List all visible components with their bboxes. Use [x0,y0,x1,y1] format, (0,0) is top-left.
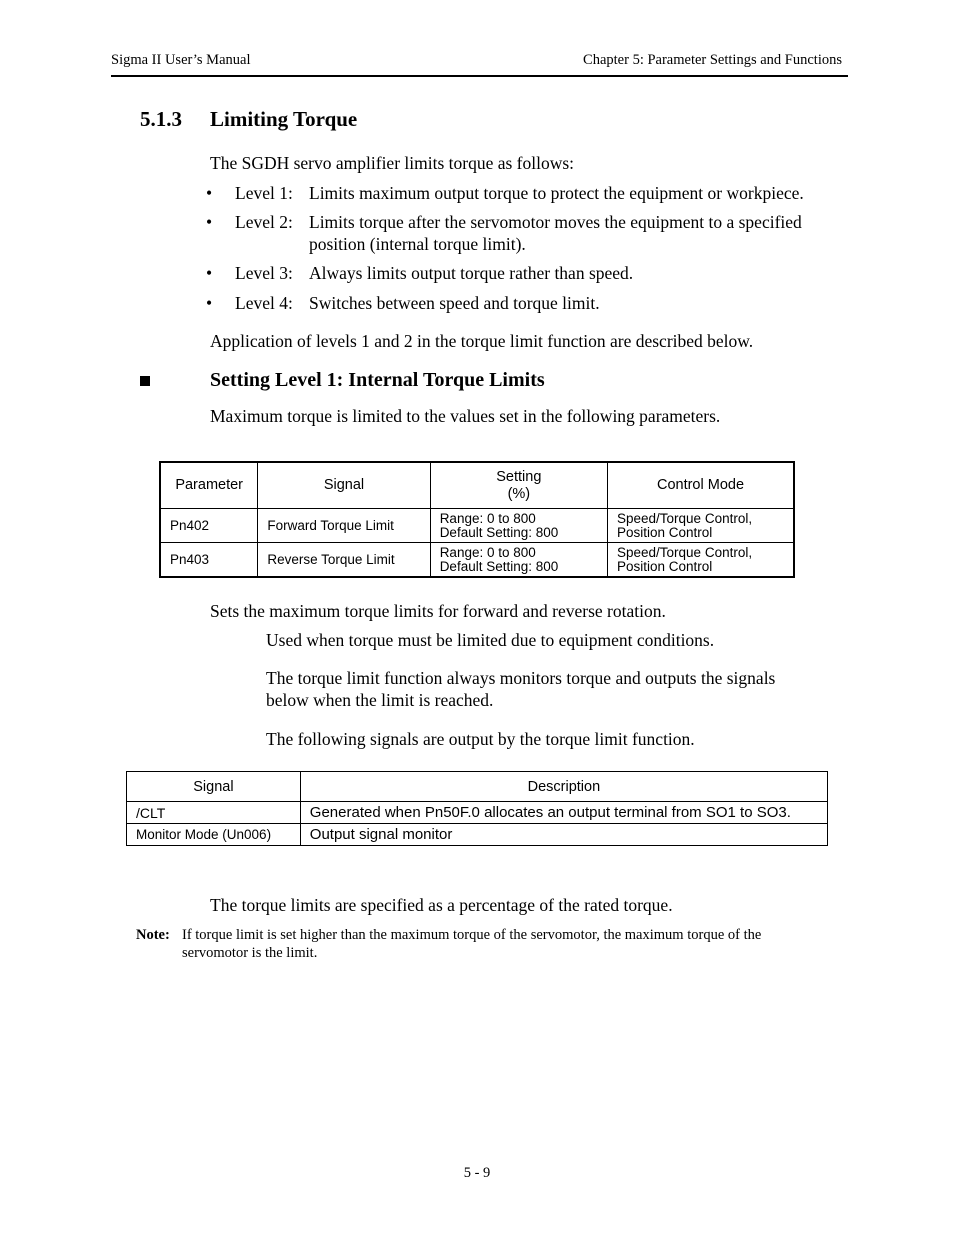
level-text: Always limits output torque rather than speed. [309,263,634,283]
header-setting-line1: Setting [496,468,542,485]
cell-control-mode [608,509,795,543]
level-text: Limits torque after the servomotor moves the equipment to a specified [309,212,802,232]
application-text: Application of levels 1 and 2 in the torque limit function are described below. [210,331,754,351]
control-mode-line2: Position Control [617,524,713,540]
cell-signal: Forward Torque Limit [258,509,430,543]
bullet-dot: • [206,293,213,313]
cell-setting [430,509,607,543]
bullet-dot: • [206,183,213,203]
cell-signal: /CLT [127,802,301,824]
paragraph-following-signals: The following signals are output by the torque limit function. [266,729,695,749]
bullet-dot: • [206,263,213,283]
setting-range: Range: 0 to 800 [439,544,536,560]
cell-signal: Monitor Mode (Un006) [127,824,301,846]
header-parameter: Parameter [160,462,258,509]
header-signal: Signal [127,772,301,802]
table-row [127,824,828,846]
header-description: Description [300,772,827,802]
header-left: Sigma II User’s Manual [111,52,251,68]
closing-paragraph: The torque limits are specified as a percentage of the rated torque. [210,895,673,915]
parameter-table [159,461,795,578]
cell-signal: Reverse Torque Limit [258,543,430,578]
table-header-row [127,772,828,802]
level-label: Level 1: [235,183,293,203]
signal-table [126,771,828,846]
level-text-cont: position (internal torque limit). [309,234,526,254]
square-bullet-icon [140,376,150,386]
note-line1: If torque limit is set higher than the maximum torque of the servomotor, the maximum torque of the [182,927,762,943]
cell-setting [430,543,607,578]
section-title: Limiting Torque [210,107,358,131]
control-mode-line1: Speed/Torque Control, [617,544,753,560]
header-control-mode: Control Mode [608,462,795,509]
paragraph-used-when: Used when torque must be limited due to equipment conditions. [266,630,715,650]
control-mode-line2: Position Control [617,558,713,574]
header-rule [111,75,848,77]
table-row [160,509,794,543]
paragraph-monitors-line2: below when the limit is reached. [266,690,494,710]
cell-description: Generated when Pn50F.0 allocates an output terminal from SO1 to SO3. [300,802,827,824]
section-intro: The SGDH servo amplifier limits torque as follows: [210,153,575,173]
bullet-dot: • [206,212,213,232]
subsection-intro: Maximum torque is limited to the values set in the following parameters. [210,406,721,426]
note-label: Note: [136,927,170,943]
setting-default: Default Setting: 800 [439,558,559,574]
header-right: Chapter 5: Parameter Settings and Functions [583,52,842,68]
level-text: Switches between speed and torque limit. [309,293,600,313]
header-setting [430,462,607,509]
setting-default: Default Setting: 800 [439,524,559,540]
setting-range: Range: 0 to 800 [439,510,536,526]
cell-parameter: Pn403 [160,543,258,578]
paragraph-sets-max: Sets the maximum torque limits for forward and reverse rotation. [210,601,666,621]
cell-description: Output signal monitor [300,824,827,846]
table-row [127,802,828,824]
table-header-row [160,462,794,509]
level-label: Level 4: [235,293,293,313]
cell-parameter: Pn402 [160,509,258,543]
section-number: 5.1.3 [140,107,182,131]
table-row [160,543,794,578]
level-label: Level 3: [235,263,293,283]
note-line2: servomotor is the limit. [182,945,318,961]
paragraph-monitors-line1: The torque limit function always monitors torque and outputs the signals [266,668,776,688]
header-signal: Signal [258,462,430,509]
level-text: Limits maximum output torque to protect the equipment or workpiece. [309,183,804,203]
page-number: 5 - 9 [463,1165,491,1181]
level-label: Level 2: [235,212,293,232]
header-setting-line2: (%) [507,485,531,502]
subsection-title: Setting Level 1: Internal Torque Limits [210,369,545,391]
cell-control-mode [608,543,795,578]
control-mode-line1: Speed/Torque Control, [617,510,753,526]
